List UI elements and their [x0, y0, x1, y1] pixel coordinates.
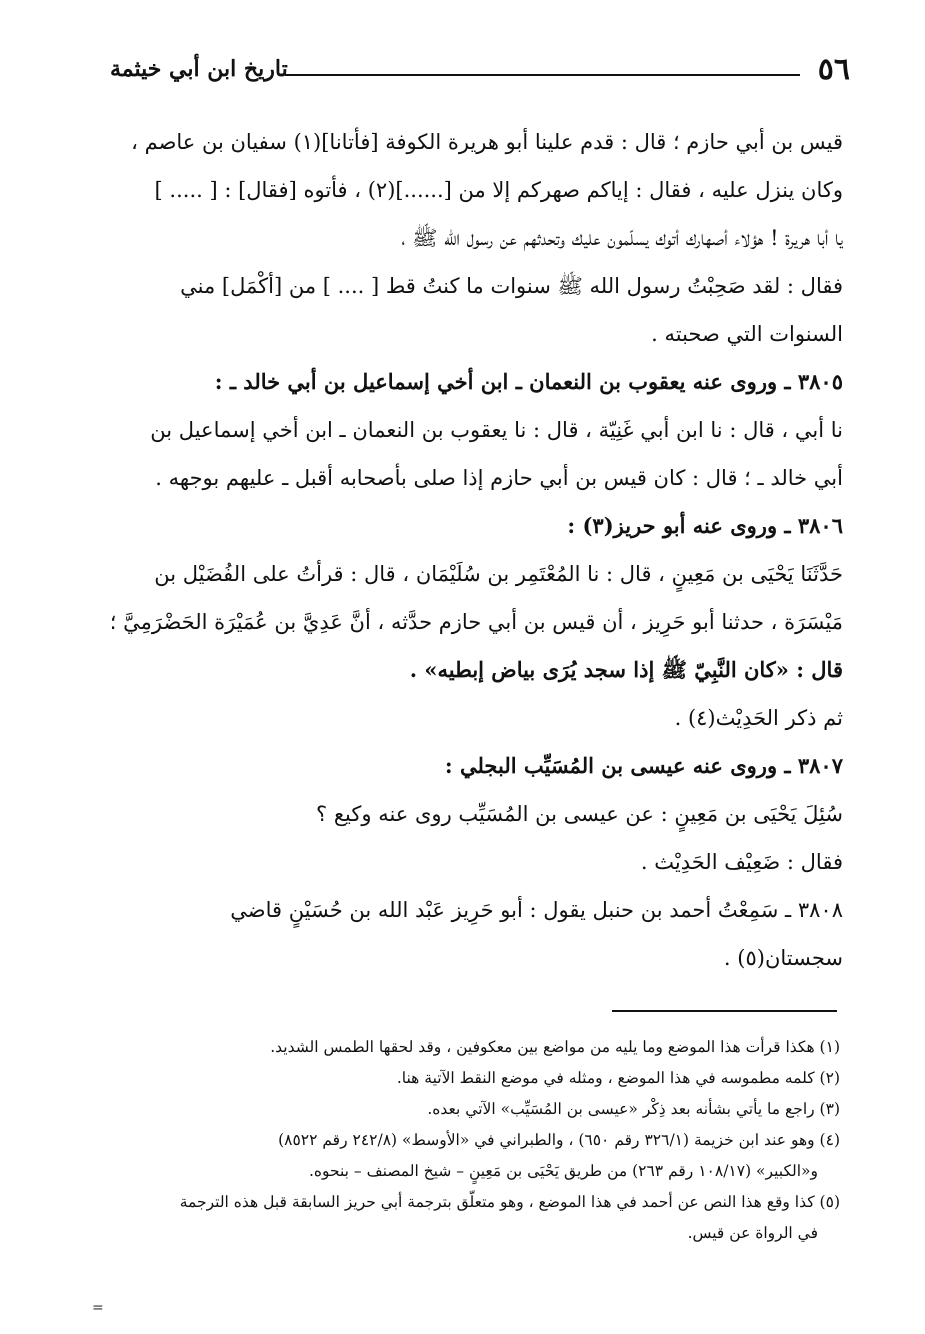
footnote-rule [612, 1010, 837, 1012]
text-line: سُئِلَ يَحْيَى بن مَعِينٍ : عن عيسى بن المُسَيِّب روى عنه وكيع ؟ [316, 802, 843, 826]
text-line: حَدَّثَنَا يَحْيَى بن مَعِينٍ ، قال : نا المُعْتَمِر بن سُلَيْمَان ، قال : قرأتُ على الفُضَيْل بن [154, 562, 843, 586]
text-line: السنوات التي صحبته . [651, 322, 843, 346]
text-line: وكان ينزل عليه ، فقال : إياكم صهركم إلا من [......](٢) ، فأتوه [فقال] : [ ..... ] [154, 178, 843, 202]
footnote-4-continued: و«الكبير» (١٠٨/١٧ رقم ٢٦٣) من طريق يَحْيَى بن مَعِينٍ – شيخ المصنف – بنحوه. [308, 1162, 818, 1180]
page-number: ٥٦ [817, 52, 850, 87]
entry-heading-3806: ٣٨٠٦ ـ وروى عنه أبو حريز(٣) : [567, 513, 843, 538]
footnote-4: (٤) وهو عند ابن خزيمة (٣٢٦/١ رقم ٦٥٠) ، والطبراني في «الأوسط» (٢٤٢/٨ رقم ٨٥٢٢) [278, 1131, 840, 1149]
footnote-5: (٥) كذا وقع هذا النص عن أحمد في هذا الموضع ، وهو متعلّق بترجمة أبي حريز السابقة قبل هذه الترجمة [179, 1193, 840, 1211]
text-line: ثم ذكر الحَدِيْث(٤) . [674, 706, 843, 730]
footnote-2: (٢) كلمه مطموسه في هذا الموضع ، ومثله في موضع النقط الآتية هنا. [396, 1069, 840, 1087]
hadith-quote: قال : «كان النَّبِيّ ﷺ إذا سجد يُرَى بياض إبطيه» . [409, 657, 843, 682]
footnotes [100, 1032, 840, 1249]
text-line: نا أبي ، قال : نا ابن أبي غَنِيّة ، قال : نا يعقوب بن النعمان ـ ابن أخي إسماعيل بن [150, 418, 843, 442]
page-header [110, 52, 850, 92]
main-text [108, 118, 843, 982]
footnote-3: (٣) راجع ما يأتي بشأنه بعد ذِكْر «عيسى بن المُسَيِّب» الآتي بعده. [427, 1100, 840, 1118]
text-line: أبي خالد ـ ؛ قال : كان قيس بن أبي حازم إذا صلى بأصحابه أقبل ـ عليهم بوجهه . [155, 466, 843, 490]
text-line: قيس بن أبي حازم ؛ قال : قدم علينا أبو هريرة الكوفة [فأتانا](١) سفيان بن عاصم ، [131, 130, 843, 154]
text-line: يا أبا هريرة ! هؤلاء أصهارك أتوك يسلّمون عليك وتحدثهم عن رسول الله ﷺ ، [401, 226, 843, 250]
book-title: تاريخ ابن أبي خيثمة [110, 56, 288, 82]
footnote-5-continued: في الرواة عن قيس. [687, 1224, 818, 1242]
text-line: فقال : لقد صَحِبْتُ رسول الله ﷺ سنوات ما كنتُ قط [ .... ] من [أكْمَل] مني [180, 274, 843, 298]
entry-heading-3805: ٣٨٠٥ ـ وروى عنه يعقوب بن النعمان ـ ابن أخي إسماعيل بن أبي خالد ـ : [214, 369, 843, 394]
header-rule [285, 74, 800, 76]
text-line: سجستان(٥) . [723, 946, 843, 970]
entry-3808-line: ٣٨٠٨ ـ سَمِعْتُ أحمد بن حنبل يقول : أبو حَرِيز عَبْد الله بن حُسَيْنٍ قاضي [230, 898, 843, 922]
entry-heading-3807: ٣٨٠٧ ـ وروى عنه عيسى بن المُسَيِّب البجلي : [444, 753, 843, 778]
footnote-1: (١) هكذا قرأت هذا الموضع وما يليه من مواضع بين معكوفين ، وقد لحقها الطمس الشديد. [270, 1038, 840, 1056]
text-line: فقال : ضَعِيْف الحَدِيْث . [640, 850, 843, 874]
margin-mark: = [92, 1300, 104, 1316]
text-line: مَيْسَرَة ، حدثنا أبو حَرِيز ، أن قيس بن أبي حازم حدَّثه ، أنَّ عَدِيَّ بن عُمَيْرَة الحَضْرَمِيَّ ؛ [109, 610, 843, 634]
